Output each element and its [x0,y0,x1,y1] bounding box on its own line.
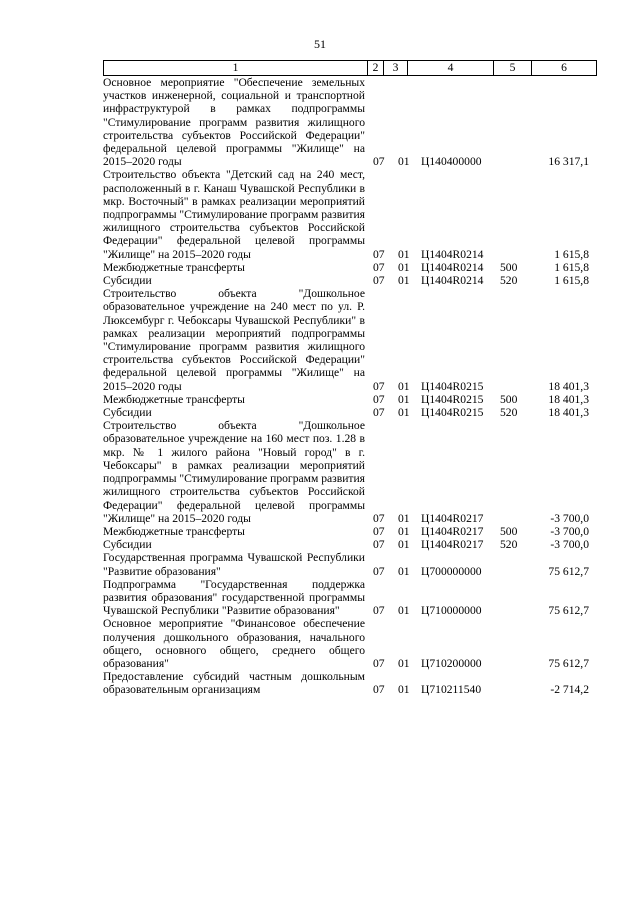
row-section: 07 [373,274,385,288]
row-subsection: 01 [398,524,410,538]
header-col-6: 6 [531,61,597,75]
row-target-article: Ц1404R0215 [421,406,484,420]
row-target-article: Ц710200000 [421,656,482,670]
row-expense-type: 520 [500,274,518,288]
row-name: Основное мероприятие "Обеспечение земельных участков инженерной, социальной и транспортной инфраструктурой в рамках подпрограммы "Стимулирование программ развития жилищного строительства субъектов Российской Федерации" федеральной целевой программы "Жилище" на 2015–2020 годы [103,76,365,169]
table-row [103,168,597,260]
row-amount: 1 615,8 [554,274,589,288]
row-amount: -3 700,0 [550,524,589,538]
row-name: Субсидии [103,538,152,552]
row-amount: 18 401,3 [548,379,589,393]
table-row [103,670,597,696]
table-row [103,419,597,525]
row-subsection: 01 [398,260,410,274]
table-row [103,617,597,670]
row-expense-type: 520 [500,538,518,552]
row-target-article: Ц710211540 [421,683,482,697]
row-expense-type: 500 [500,260,518,274]
row-target-article: Ц710000000 [421,604,482,618]
table-row [103,274,597,287]
row-name: Государственная программа Чувашской Республики "Развитие образования" [103,551,365,578]
row-expense-type: 500 [500,392,518,406]
table-row [103,578,597,618]
row-section: 07 [373,155,385,169]
row-amount: 75 612,7 [548,564,589,578]
row-amount: -3 700,0 [550,511,589,525]
row-subsection: 01 [398,604,410,618]
row-subsection: 01 [398,379,410,393]
table-row [103,261,597,274]
row-subsection: 01 [398,511,410,525]
row-expense-type: 500 [500,524,518,538]
row-section: 07 [373,604,385,618]
table-row [103,406,597,419]
row-name: Строительство объекта "Дошкольное образовательное учреждение на 160 мест поз. 1.28 в мкр. № 1 жилого района "Новый город" в г. Чебоксары" в рамках реализации мероприятий подпрограммы "Стимулирование программ развития жилищного строительства субъектов Российской Федерации" федеральной целевой программы "Жилище" на 2015–2020 годы [103,419,366,525]
header-col-1: 1 [103,61,367,75]
row-name: Субсидии [103,406,152,420]
row-name: Межбюджетные трансферты [103,392,245,406]
row-amount: 18 401,3 [548,392,589,406]
table-row [103,393,597,406]
row-subsection: 01 [398,155,410,169]
table-body [103,76,597,697]
row-amount: 18 401,3 [548,406,589,420]
row-name: Межбюджетные трансферты [103,524,245,538]
page-number: 51 [314,37,326,51]
row-target-article: Ц1404R0215 [421,379,484,393]
row-name: Строительство объекта "Детский сад на 240 мест, расположенный в г. Канаш Чувашской Республики в мкр. Восточный" в рамках реализации мероприятий подпрограммы "Стимулирование программ развития жилищного строительства субъектов Российской Федерации" федеральной целевой программы "Жилище" на 2015–2020 годы [103,168,366,261]
row-subsection: 01 [398,274,410,288]
table-row [103,525,597,538]
row-amount: 1 615,8 [554,260,589,274]
row-target-article: Ц1404R0214 [421,274,484,288]
table-header [103,60,597,76]
row-amount: 75 612,7 [548,656,589,670]
row-section: 07 [373,392,385,406]
row-subsection: 01 [398,392,410,406]
row-target-article: Ц1404R0217 [421,538,484,552]
row-section: 07 [373,683,385,697]
row-target-article: Ц1404R0214 [421,247,484,261]
row-name: Межбюджетные трансферты [103,260,245,274]
row-section: 07 [373,406,385,420]
header-col-5: 5 [493,61,531,75]
row-subsection: 01 [398,564,410,578]
row-target-article: Ц1404R0217 [421,524,484,538]
row-amount: -3 700,0 [550,538,589,552]
header-col-2: 2 [367,61,383,75]
row-section: 07 [373,247,385,261]
row-name: Строительство объекта "Дошкольное образовательное учреждение на 240 мест по ул. Р. Люксембург г. Чебоксары Чувашской Республики" в рамках реализации мероприятий подпрограммы "Стимулирование программ развития жилищного строительства субъектов Российской Федерации" федеральной целевой программы "Жилище" на 2015–2020 годы [103,287,365,393]
budget-table [103,60,597,697]
row-target-article: Ц1404R0217 [421,511,484,525]
row-section: 07 [373,538,385,552]
row-section: 07 [373,379,385,393]
row-expense-type: 520 [500,406,518,420]
table-row [103,287,597,393]
row-section: 07 [373,656,385,670]
row-section: 07 [373,564,385,578]
row-target-article: Ц700000000 [421,564,482,578]
row-name: Основное мероприятие "Финансовое обеспечение получения дошкольного образования, начального общего, основного общего, среднего общего образования" [103,617,365,670]
row-section: 07 [373,260,385,274]
row-target-article: Ц140400000 [421,155,482,169]
row-name: Предоставление субсидий частным дошкольным образовательным организациям [103,670,365,697]
header-col-4: 4 [407,61,493,75]
row-target-article: Ц1404R0214 [421,260,484,274]
row-subsection: 01 [398,538,410,552]
row-amount: 1 615,8 [554,247,589,261]
row-subsection: 01 [398,656,410,670]
row-amount: 16 317,1 [548,155,589,169]
table-row [103,538,597,551]
header-col-3: 3 [383,61,407,75]
row-amount: -2 714,2 [550,683,589,697]
table-row [103,551,597,577]
row-subsection: 01 [398,247,410,261]
row-section: 07 [373,524,385,538]
row-section: 07 [373,511,385,525]
table-row [103,76,597,168]
row-subsection: 01 [398,683,410,697]
row-name: Субсидии [103,274,152,288]
row-target-article: Ц1404R0215 [421,392,484,406]
row-amount: 75 612,7 [548,604,589,618]
row-name: Подпрограмма "Государственная поддержка развития образования" государственной программы Чувашской Республики "Развитие образования" [103,577,365,618]
row-subsection: 01 [398,406,410,420]
